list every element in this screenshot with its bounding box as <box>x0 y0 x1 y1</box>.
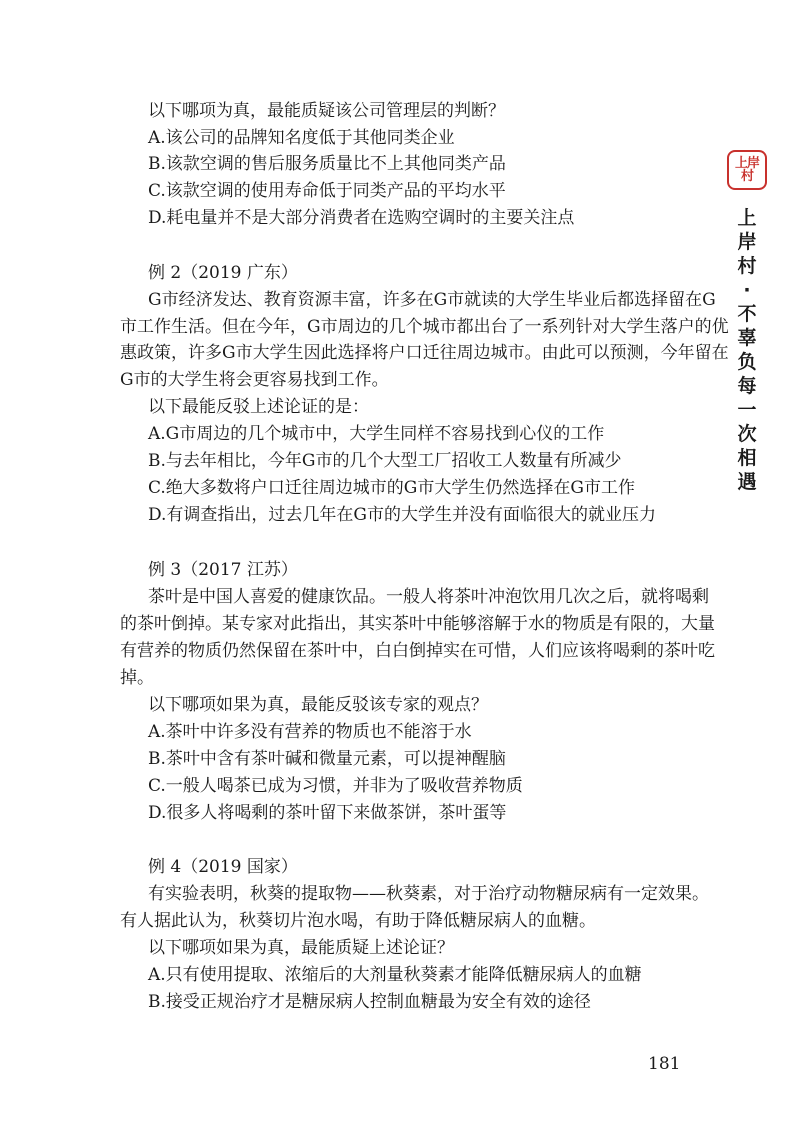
option: A.G市周边的几个城市中，大学生同样不容易找到心仪的工作 <box>148 424 605 444</box>
option: C.绝大多数将户口迁往周边城市的G市大学生仍然选择在G市工作 <box>148 478 635 498</box>
paragraph-line: 茶叶是中国人喜爱的健康饮品。一般人将茶叶冲泡饮用几次之后，就将喝剩 <box>148 587 709 607</box>
paragraph-line: G市的大学生将会更容易找到工作。 <box>120 370 389 390</box>
paragraph-line: 有实验表明，秋葵的提取物——秋葵素，对于治疗动物糖尿病有一定效果。 <box>148 884 709 904</box>
option: A.茶叶中许多没有营养的物质也不能溶于水 <box>148 722 472 742</box>
page-number: 181 <box>648 1054 681 1074</box>
option: B.接受正规治疗才是糖尿病人控制血糖最为安全有效的途径 <box>148 992 591 1012</box>
example-heading: 例 4（2019 国家） <box>148 857 298 877</box>
option: B.与去年相比，今年G市的几个大型工厂招收工人数量有所减少 <box>148 451 622 471</box>
paragraph-line: 有人据此认为，秋葵切片泡水喝，有助于降低糖尿病人的血糖。 <box>120 911 596 931</box>
question-stem: 以下哪项为真，最能质疑该公司管理层的判断？ <box>148 101 505 121</box>
question-stem: 以下哪项如果为真，最能质疑上述论证？ <box>148 938 454 958</box>
option: B.茶叶中含有茶叶碱和微量元素，可以提神醒脑 <box>148 749 506 769</box>
sidebar <box>722 150 772 494</box>
option: A.该公司的品牌知名度低于其他同类企业 <box>148 128 455 148</box>
option: A.只有使用提取、浓缩后的大剂量秋葵素才能降低糖尿病人的血糖 <box>148 965 642 985</box>
paragraph-line: G市经济发达、教育资源丰富，许多在G市就读的大学生毕业后都选择留在G <box>148 290 716 310</box>
option: D.耗电量并不是大部分消费者在选购空调时的主要关注点 <box>148 208 575 228</box>
option: D.很多人将喝剩的茶叶留下来做茶饼，茶叶蛋等 <box>148 803 507 823</box>
paragraph-line: 市工作生活。但在今年，G市周边的几个城市都出台了一系列针对大学生落户的优 <box>120 317 729 337</box>
example-heading: 例 3（2017 江苏） <box>148 560 298 580</box>
logo-seal: 上岸村 <box>727 150 767 190</box>
example-heading: 例 2（2019 广东） <box>148 263 298 283</box>
paragraph-line: 有营养的物质仍然保留在茶叶中，白白倒掉实在可惜，人们应该将喝剩的茶叶吃 <box>120 641 715 661</box>
option: B.该款空调的售后服务质量比不上其他同类产品 <box>148 154 506 174</box>
option: C.该款空调的使用寿命低于同类产品的平均水平 <box>148 181 506 201</box>
paragraph-line: 掉。 <box>120 668 154 688</box>
question-stem: 以下哪项如果为真，最能反驳该专家的观点？ <box>148 695 488 715</box>
option: D.有调查指出，过去几年在G市的大学生并没有面临很大的就业压力 <box>148 505 657 525</box>
question-stem: 以下最能反驳上述论证的是： <box>148 397 369 417</box>
paragraph-line: 惠政策，许多G市大学生因此选择将户口迁往周边城市。由此可以预测，今年留在 <box>120 343 729 363</box>
option: C.一般人喝茶已成为习惯，并非为了吸收营养物质 <box>148 776 523 796</box>
paragraph-line: 的茶叶倒掉。某专家对此指出，其实茶叶中能够溶解于水的物质是有限的，大量 <box>120 614 715 634</box>
sidebar-slogan: 上岸村·不辜负每一次相遇 <box>737 207 757 493</box>
